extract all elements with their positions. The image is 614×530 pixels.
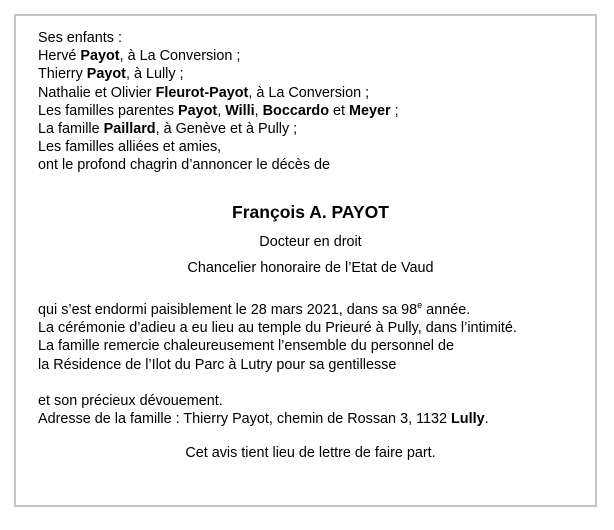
intro-line-familles [38, 102, 583, 120]
footer-line-adresse [38, 410, 583, 428]
adresse-town: Lully [451, 411, 485, 428]
familles-sep: et [329, 102, 350, 119]
nathalie-last: Fleurot-Payot [155, 84, 249, 101]
footer-line-devouement: et son précieux dévouement. [38, 392, 223, 409]
ordinal-sup: e [417, 300, 423, 311]
paillard-prefix: La famille [38, 121, 104, 138]
familles-suffix: ; [390, 102, 399, 119]
familles-name-payot: Payot [177, 102, 218, 119]
deceased-title-2: Chancelier honoraire de l’Etat de Vaud [187, 259, 434, 276]
familles-prefix: Les familles parentes [38, 102, 178, 119]
paillard-suffix: , à Genève et à Pully ; [155, 121, 298, 138]
herve-last: Payot [80, 48, 120, 65]
body-line-remercie: La famille remercie chaleureusement l’ensemble du personnel de [38, 338, 454, 355]
notice-frame [14, 14, 597, 507]
intro-line-alliees: Les familles alliées et amies, [38, 139, 222, 156]
paillard-name: Paillard [103, 121, 156, 138]
thierry-place: , à Lully ; [125, 66, 184, 83]
notice-content [38, 29, 583, 462]
familles-sep: , [217, 102, 226, 119]
intro-line-paillard [38, 120, 583, 138]
footer-closing: Cet avis tient lieu de lettre de faire part. [185, 445, 436, 462]
thierry-first: Thierry [38, 66, 87, 83]
body-line-date [38, 301, 583, 319]
body-line-ceremonie: La cérémonie d’adieu a eu lieu au temple du Prieuré à Pully, dans l’intimité. [38, 320, 517, 337]
nathalie-place: , à La Conversion ; [248, 84, 370, 101]
familles-name-boccardo: Boccardo [262, 102, 330, 119]
familles-name-willi: Willi [225, 102, 255, 119]
intro-line-thierry [38, 65, 583, 83]
deceased-name: François A. PAYOT [232, 201, 389, 222]
body-block [38, 301, 583, 374]
footer-block [38, 392, 583, 463]
thierry-last: Payot [86, 66, 126, 83]
body-date-text: qui s’est endormi paisiblement le 28 mars 2021, dans sa 98 [38, 302, 418, 319]
familles-name-meyer: Meyer [349, 102, 391, 119]
deceased-title-1: Docteur en droit [259, 233, 362, 250]
intro-line-annonce: ont le profond chagrin d’annoncer le décès de [38, 157, 331, 174]
intro-line-herve [38, 47, 583, 65]
intro-line-children: Ses enfants : [38, 30, 122, 46]
adresse-end: . [484, 411, 489, 428]
body-line-residence: la Résidence de l’Ilot du Parc à Lutry pour sa gentillesse [38, 356, 397, 373]
body-date-end: année. [422, 302, 471, 319]
adresse-text: Adresse de la famille : Thierry Payot, chemin de Rossan 3, 1132 [38, 411, 452, 428]
intro-line-nathalie [38, 84, 583, 102]
herve-place: , à La Conversion ; [119, 48, 241, 65]
familles-sep: , [254, 102, 263, 119]
herve-first: Hervé [38, 48, 81, 65]
nathalie-first: Nathalie et Olivier [38, 84, 156, 101]
